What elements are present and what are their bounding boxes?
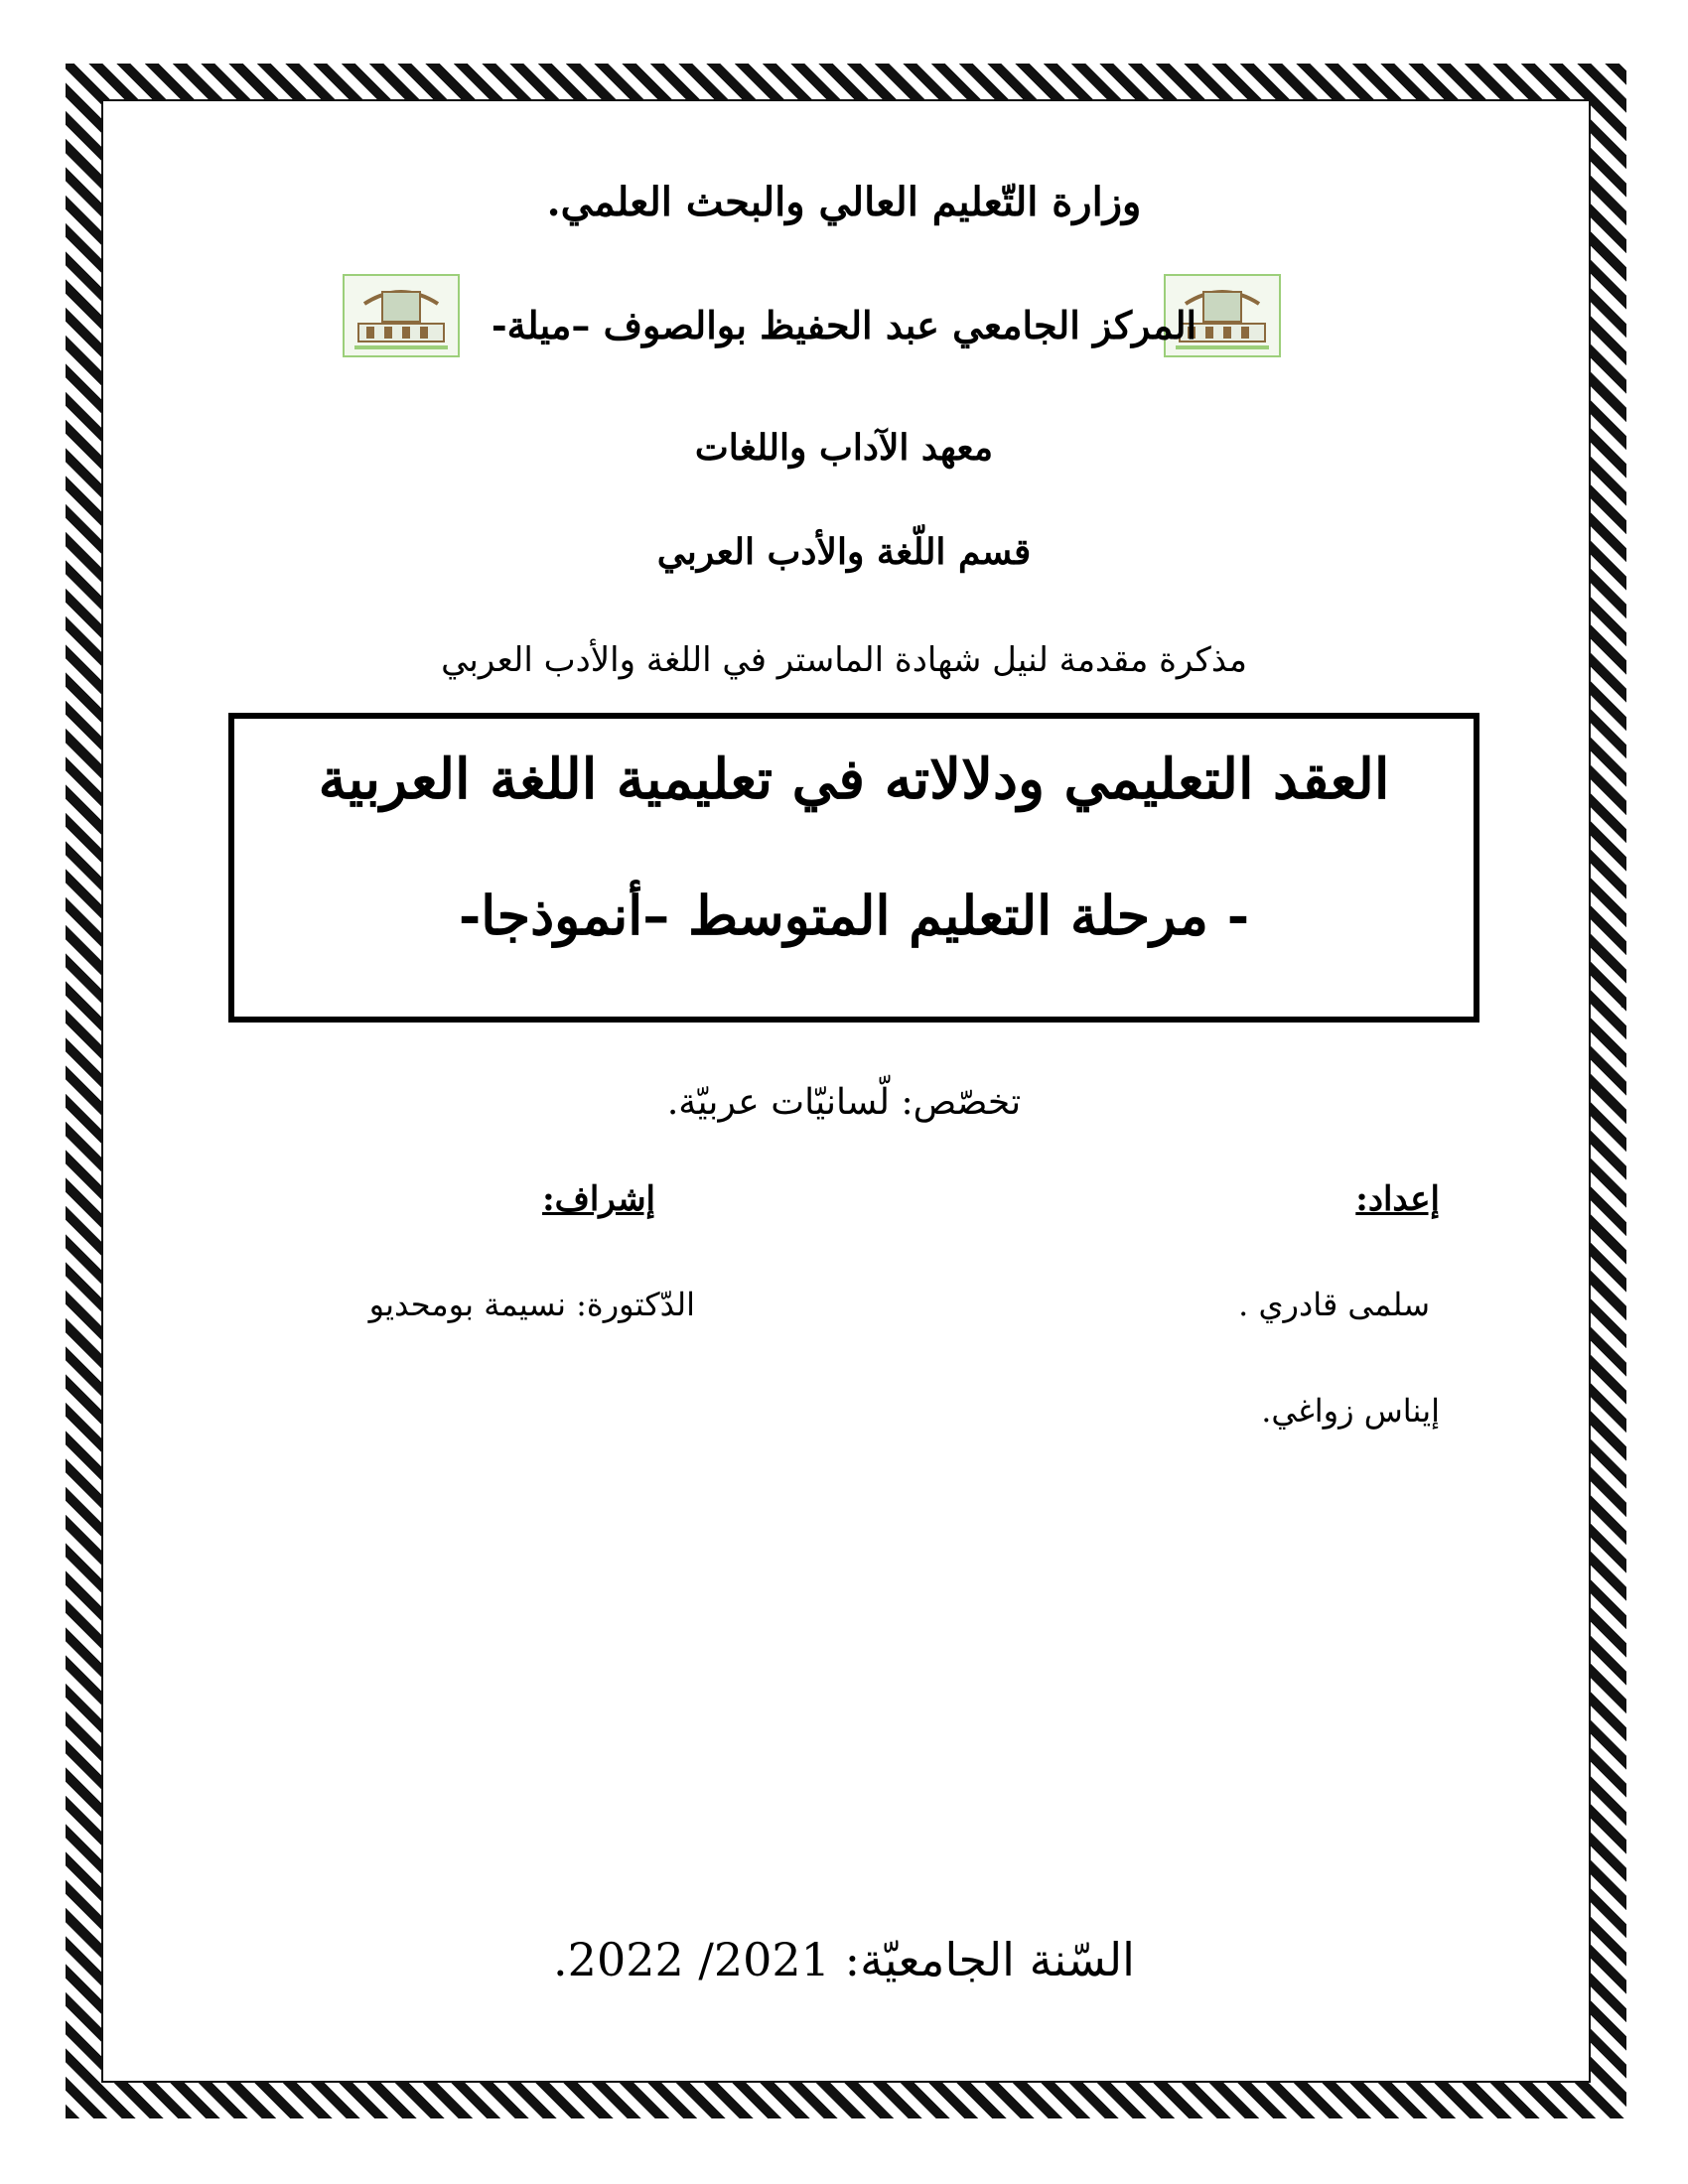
prepared-by-label: إعداد: — [1355, 1179, 1440, 1219]
academic-year: السّنة الجامعيّة: 2021/ 2022. — [553, 1933, 1135, 1986]
thesis-title-line-2: - مرحلة التعليم المتوسط –أنموذجا- — [458, 884, 1250, 947]
university-center-name: المركز الجامعي عبد الحفيظ بوالصوف –ميلة- — [491, 303, 1197, 347]
department-name: قسم اللّغة والأدب العربي — [656, 531, 1032, 573]
ministry-title: وزارة التّعليم العالي والبحث العلمي. — [546, 179, 1142, 225]
institute-name: معهد الآداب واللغات — [694, 427, 994, 469]
supervisor-name: الدّكتورة: نسيمة بومحديو — [368, 1286, 695, 1323]
student-name-1: سلمى قادري . — [1238, 1286, 1430, 1323]
supervision-label: إشراف: — [542, 1179, 655, 1219]
specialty: تخصّص: لّسانيّات عربيّة. — [666, 1082, 1022, 1123]
thesis-title-line-1: العقد التعليمي ودلالاته في تعليمية اللغة العربية — [318, 747, 1390, 812]
memo-subtitle: مذكرة مقدمة لنيل شهادة الماستر في اللغة والأدب العربي — [441, 640, 1247, 680]
student-name-2: إيناس زواغي. — [1261, 1392, 1440, 1430]
